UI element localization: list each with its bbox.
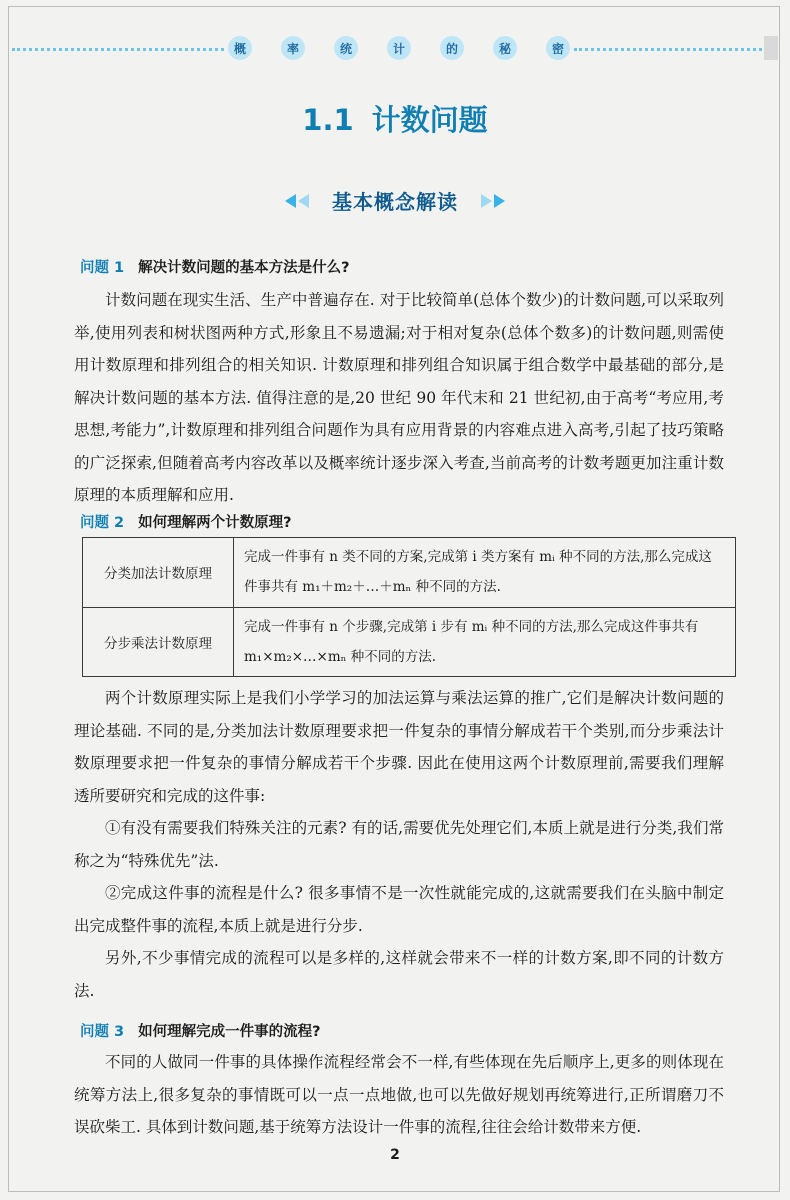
table-cell-name: 分步乘法计数原理	[83, 607, 234, 677]
paragraph-1: 计数问题在现实生活、生产中普遍存在. 对于比较简单(总体个数少)的计数问题,可以采取列举,使用列表和树状图两种方式,形象且不易遗漏;对于相对复杂(总体个数多)的计数问题,则需使用计数原理和排列组合的相关知识. 计数原理和排列组合知识属于组合数学中最基础的部分,是解决计数问题的基本方法. 值得注意的是,20 世纪 90 年代末和 21 世纪初,由于高考“考应用,考思想,考能力”,计数原理和排列组合问题作为具有应用背景的内容难点进入高考,引起了技巧策略的广泛探索,但随着高考内容改革以及概率统计逐步深入考查,当前高考的计数考题更加注重计数原理的本质理解和应用.	[74, 291, 724, 504]
table-cell-desc: 完成一件事有 n 个步骤,完成第 i 步有 mᵢ 种不同的方法,那么完成这件事共有 m₁×m₂×…×mₙ 种不同的方法.	[234, 607, 736, 677]
question-label: 问题 3	[80, 1024, 125, 1040]
header-char: 密	[546, 36, 570, 60]
paragraph-3: ①有没有需要我们特殊关注的元素? 有的话,需要优先处理它们,本质上就是进行分类,我们常称之为“特殊优先”法.	[74, 819, 724, 870]
header-char: 的	[440, 36, 464, 60]
subheading	[0, 186, 790, 215]
question-1	[80, 256, 350, 277]
question-label: 问题 1	[80, 260, 125, 276]
page-number: 2	[390, 1147, 400, 1163]
header-char: 统	[334, 36, 358, 60]
table-row	[83, 538, 736, 608]
subheading-label: 基本概念解读	[332, 190, 458, 214]
counting-principles-table	[82, 537, 736, 677]
header-dotted-line-right	[574, 48, 774, 51]
left-arrows-icon	[284, 194, 310, 208]
header-dotted-line-left	[12, 48, 224, 51]
section-number: 1.1	[302, 103, 354, 137]
header-title	[228, 36, 570, 60]
section-title	[0, 98, 790, 139]
paragraph-6: 不同的人做同一件事的具体操作流程经常会不一样,有些体现在先后顺序上,更多的则体现在统筹方法上,很多复杂的事情既可以一点一点地做,也可以先做好规划再统筹进行,正所谓磨刀不误砍柴工. 具体到计数问题,基于统筹方法设计一件事的流程,往往会给计数带来方便.	[74, 1053, 724, 1136]
question-text: 解决计数问题的基本方法是什么?	[138, 260, 350, 276]
right-arrows-icon	[480, 194, 506, 208]
table-cell-name: 分类加法计数原理	[83, 538, 234, 608]
page-edge-tab	[764, 36, 778, 60]
paragraph-2: 两个计数原理实际上是我们小学学习的加法运算与乘法运算的推广,它们是解决计数问题的理论基础. 不同的是,分类加法计数原理要求把一件复杂的事情分解成若干个类别,而分步乘法计数原理要求把一件复杂的事情分解成若干个步骤. 因此在使用这两个计数原理前,需要我们理解透所要研究和完成的这件事:	[74, 689, 724, 805]
table-row	[83, 607, 736, 677]
table-cell-desc: 完成一件事有 n 类不同的方案,完成第 i 类方案有 mᵢ 种不同的方法,那么完成这件事共有 m₁＋m₂＋…＋mₙ 种不同的方法.	[234, 538, 736, 608]
section-title-text: 计数问题	[371, 103, 488, 137]
question-label: 问题 2	[80, 515, 125, 531]
header-char: 计	[387, 36, 411, 60]
paragraph-5: 另外,不少事情完成的流程可以是多样的,这样就会带来不一样的计数方案,即不同的计数方法.	[74, 949, 724, 1000]
paragraph-4: ②完成这件事的流程是什么? 很多事情不是一次性就能完成的,这就需要我们在头脑中制定出完成整件事的流程,本质上就是进行分步.	[74, 884, 724, 935]
header-char: 概	[228, 36, 252, 60]
header-char: 秘	[493, 36, 517, 60]
header-char: 率	[281, 36, 305, 60]
question-2	[80, 511, 292, 532]
question-text: 如何理解两个计数原理?	[138, 515, 292, 531]
question-3	[80, 1020, 321, 1041]
running-header	[0, 36, 790, 60]
question-text: 如何理解完成一件事的流程?	[138, 1024, 321, 1040]
